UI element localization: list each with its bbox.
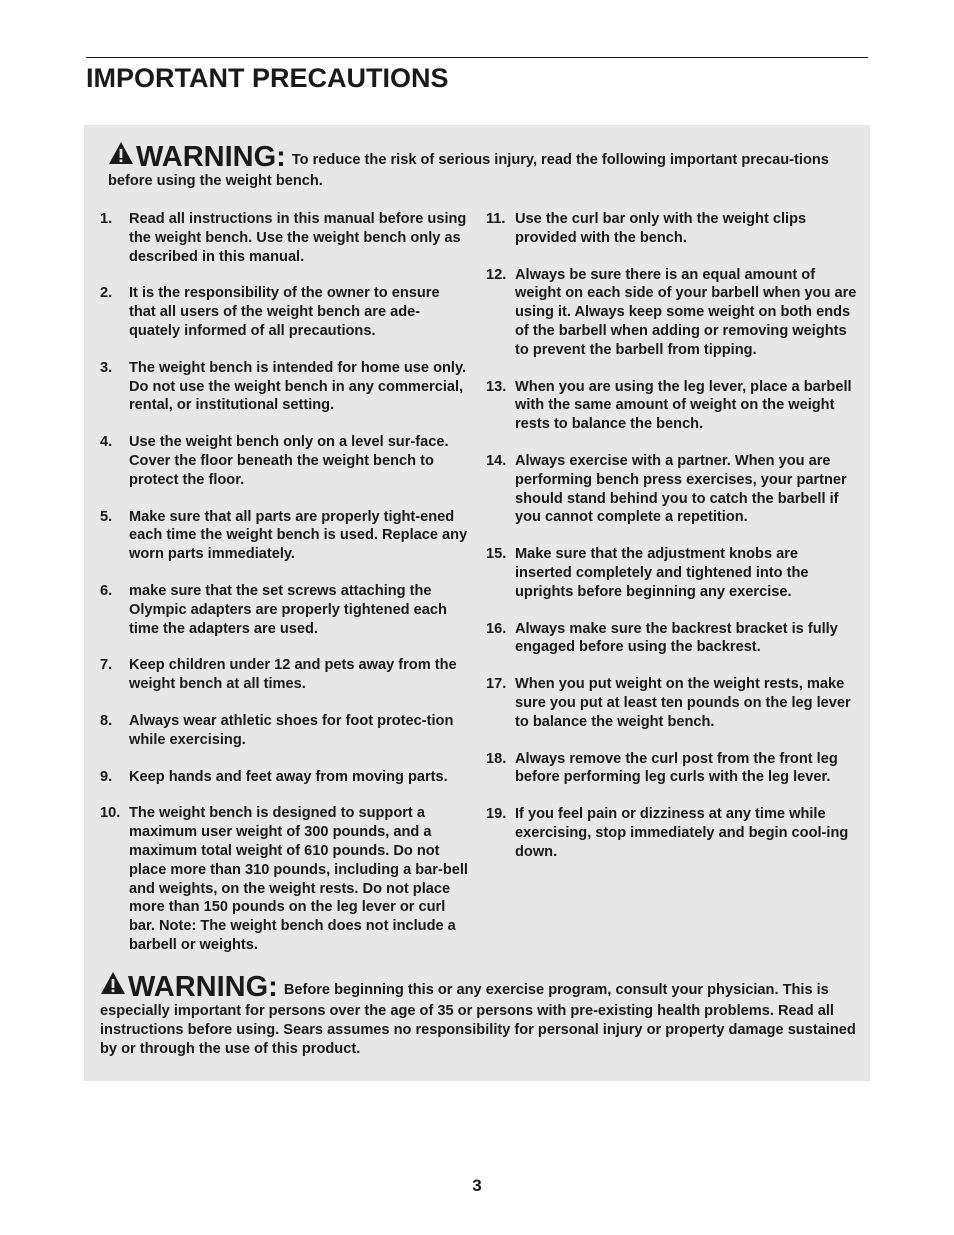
item-text: Always wear athletic shoes for foot protec-tion while exercising.: [129, 712, 454, 748]
item-number: 14.: [486, 452, 507, 469]
warning-top: [108, 141, 848, 191]
item-number: 11.: [486, 211, 506, 227]
item-number: 7.: [100, 657, 113, 674]
item-number: 5.: [100, 508, 113, 525]
item-text: Make sure that all parts are properly tight-ened each time the weight bench is used. Replace any worn parts immediately.: [129, 508, 468, 563]
item-number: 3.: [100, 359, 113, 376]
list-item: [486, 620, 858, 658]
list-item: [486, 210, 858, 248]
item-text: Use the curl bar only with the weight clips provided with the bench.: [515, 211, 807, 246]
list-item: [100, 284, 470, 340]
warning-text: To reduce the risk of serious injury, read the following important precau-tions before using the weight bench.: [108, 152, 829, 189]
item-text: Make sure that the adjustment knobs are inserted completely and tightened into the uprights before beginning any exercise.: [515, 546, 809, 600]
page-number: 3: [472, 1176, 482, 1195]
item-number: 6.: [100, 582, 113, 599]
list-item: [486, 378, 858, 434]
warning-bottom: [100, 971, 856, 1059]
item-text: Keep children under 12 and pets away from the weight bench at all times.: [129, 657, 457, 693]
item-text: The weight bench is intended for home use only. Do not use the weight bench in any commercial, rental, or institutional setting.: [129, 359, 467, 414]
item-text: Keep hands and feet away from moving parts.: [129, 768, 448, 785]
precautions-column-left: [100, 210, 470, 955]
precautions-panel: [84, 125, 870, 1081]
item-text: make sure that the set screws attaching the Olympic adapters are properly tightened each time the adapters are used.: [129, 582, 447, 637]
item-number: 13.: [486, 378, 507, 395]
list-item: [100, 210, 470, 266]
item-number: 4.: [100, 434, 113, 451]
page-title: IMPORTANT PRECAUTIONS: [86, 63, 449, 93]
warning-triangle-icon: [108, 141, 134, 171]
item-text: Read all instructions in this manual before using the weight bench. Use the weight bench only as described in this manual.: [129, 211, 467, 265]
item-text: Always remove the curl post from the front leg before performing leg curls with the leg lever.: [515, 750, 838, 786]
item-number: 9.: [100, 768, 113, 785]
warning-heading: WARNING:: [136, 141, 286, 173]
item-text: Always exercise with a partner. When you are performing bench press exercises, your partner should stand behind you to catch the barbell if you cannot complete a repetition.: [515, 452, 847, 526]
list-item: [100, 712, 470, 750]
list-item: [100, 656, 470, 694]
list-item: [486, 266, 858, 360]
warning-triangle-icon: [100, 971, 126, 1001]
item-number: 2.: [100, 285, 113, 302]
list-item: [100, 359, 470, 415]
list-item: [100, 804, 470, 954]
item-text: Always make sure the backrest bracket is fully engaged before using the backrest.: [515, 620, 838, 656]
top-rule: [86, 57, 868, 58]
item-number: 17.: [486, 676, 507, 693]
item-number: 1.: [100, 211, 113, 227]
item-number: 18.: [486, 750, 507, 767]
list-item: [486, 805, 858, 861]
item-number: 10.: [100, 805, 121, 822]
item-number: 19.: [486, 806, 507, 823]
list-item: [100, 433, 470, 489]
item-number: 8.: [100, 712, 113, 729]
item-text: When you put weight on the weight rests, make sure you put at least ten pounds on the leg lever to balance the weight bench.: [515, 676, 851, 730]
list-item: [100, 582, 470, 638]
item-text: The weight bench is designed to support a maximum user weight of 300 pounds, and a maximum total weight of 610 pounds. Do not place more than 310 pounds, including a bar-bell and weights, on the weight rests. Do not place more than 150 pounds on the leg lever or curl bar. Note: The weight bench does not include a barbell or weights.: [129, 805, 468, 953]
list-item: [100, 508, 470, 564]
warning-heading: WARNING:: [128, 971, 278, 1003]
list-item: [486, 545, 858, 601]
list-item: [486, 452, 858, 527]
item-number: 15.: [486, 546, 507, 563]
item-text: Use the weight bench only on a level sur-face. Cover the floor beneath the weight bench to protect the floor.: [129, 434, 449, 488]
precautions-column-right: [486, 210, 858, 862]
list-item: [486, 750, 858, 788]
item-text: When you are using the leg lever, place a barbell with the same amount of weight on the weight rests to balance the bench.: [515, 378, 852, 433]
list-item: [100, 768, 470, 787]
item-number: 12.: [486, 266, 507, 283]
warning-text: Before beginning this or any exercise program, consult your physician. This is especially important for persons over the age of 35 or persons with pre-existing health problems. Read all instructions before using. Sears assumes no responsibility for personal injury or property damage sustained by or through the use of this product.: [100, 982, 856, 1057]
item-text: If you feel pain or dizziness at any time while exercising, stop immediately and begin cool-ing down.: [515, 806, 849, 860]
list-item: [486, 675, 858, 731]
item-text: It is the responsibility of the owner to ensure that all users of the weight bench are ade-quately informed of all precautions.: [129, 285, 440, 339]
item-number: 16.: [486, 620, 507, 637]
item-text: Always be sure there is an equal amount of weight on each side of your barbell when you are using it. Always keep some weight on both ends of the barbell when adding or removing weights to prevent the barbell from tipping.: [515, 266, 857, 358]
